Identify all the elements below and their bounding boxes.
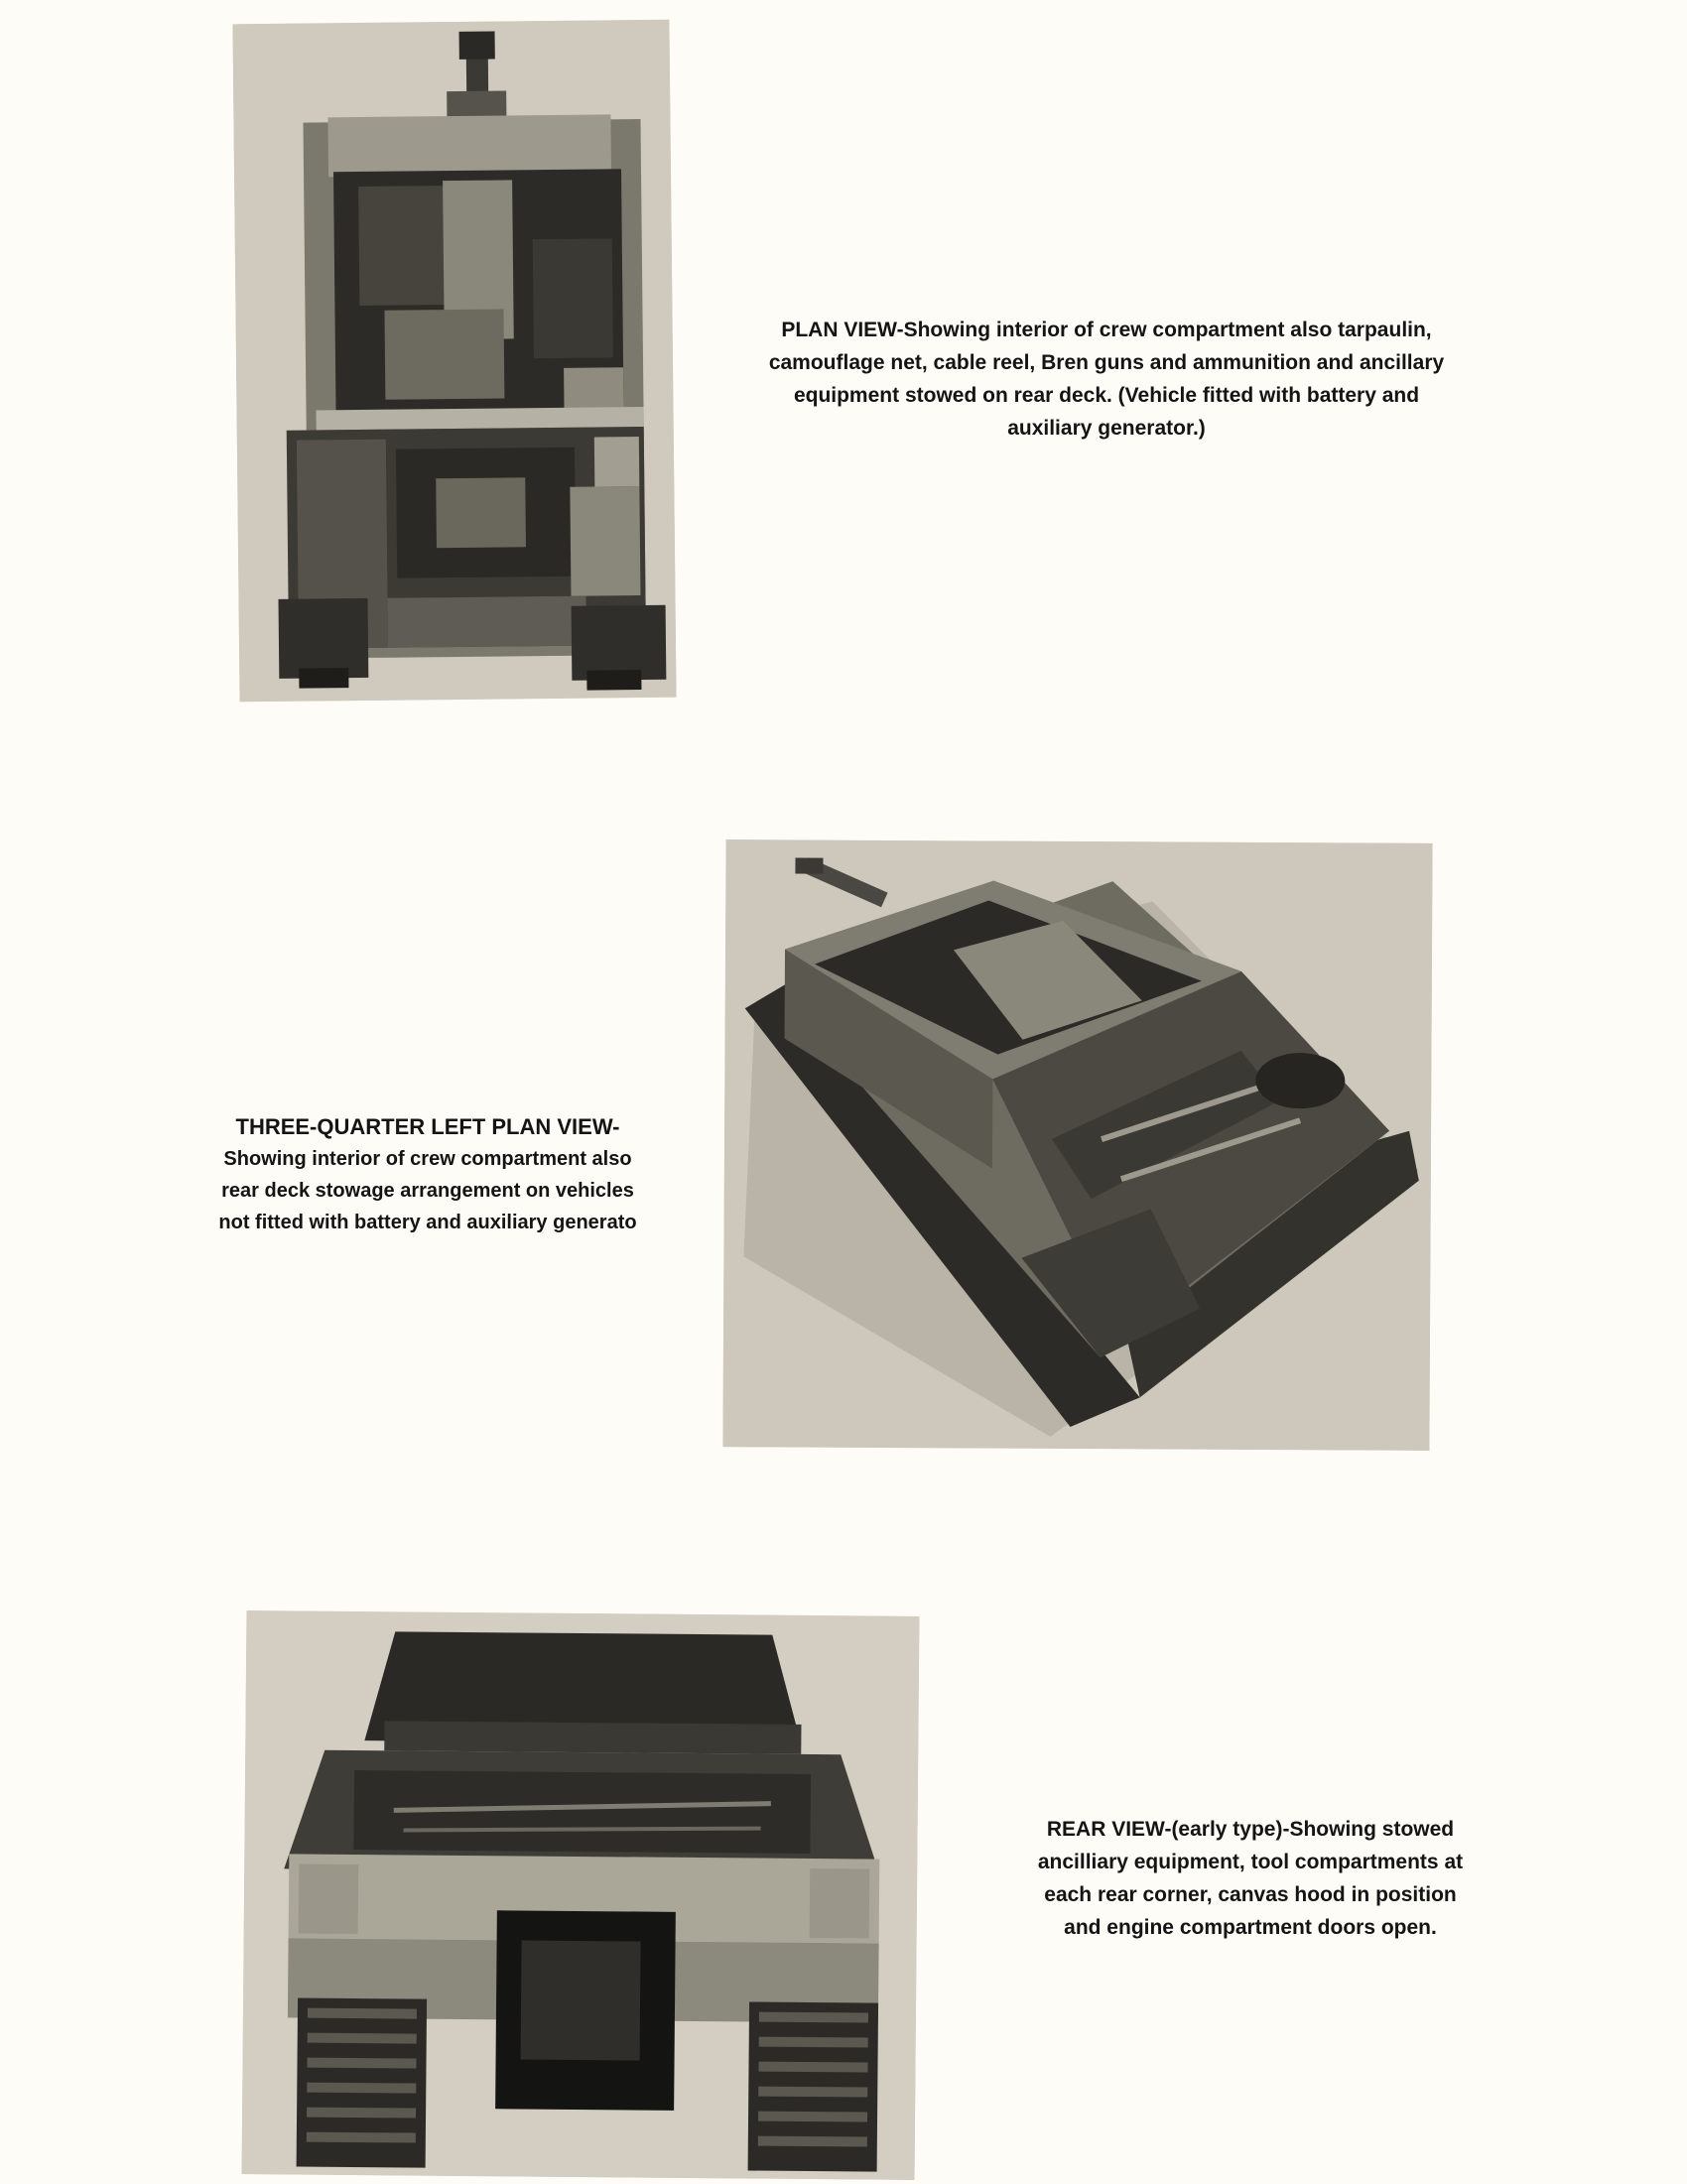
three-quarter-left-photo: [722, 839, 1432, 1451]
three-quarter-left-caption: [185, 1111, 671, 1238]
caption-line: not fitted with battery and auxiliary generato: [218, 1212, 637, 1233]
caption-line: and engine compartment doors open.: [1064, 1916, 1437, 1939]
caption-line: Showing interior of crew compartment also: [223, 1148, 632, 1170]
caption-line: PLAN VIEW-Showing interior of crew compartment also tarpaulin,: [781, 319, 1432, 341]
caption-line: equipment stowed on rear deck. (Vehicle fitted with battery and: [793, 384, 1420, 407]
caption-line: ancilliary equipment, tool compartments at: [1037, 1851, 1464, 1873]
caption-heading: THREE-QUARTER LEFT PLAN VIEW-: [235, 1114, 620, 1139]
caption-line: each rear corner, canvas hood in position: [1044, 1883, 1457, 1906]
caption-line: auxiliary generator.): [1007, 417, 1206, 440]
rear-view-photo: [242, 1610, 920, 2180]
plan-view-photo: [232, 20, 676, 703]
caption-line: REAR VIEW-(early type)-Showing stowed: [1046, 1818, 1455, 1841]
plan-view-caption: [729, 314, 1484, 445]
caption-line: camouflage net, cable reel, Bren guns and ammunition and ancillary: [768, 351, 1445, 374]
caption-line: rear deck stowage arrangement on vehicles: [221, 1180, 634, 1202]
rear-view-caption: [997, 1813, 1503, 1944]
